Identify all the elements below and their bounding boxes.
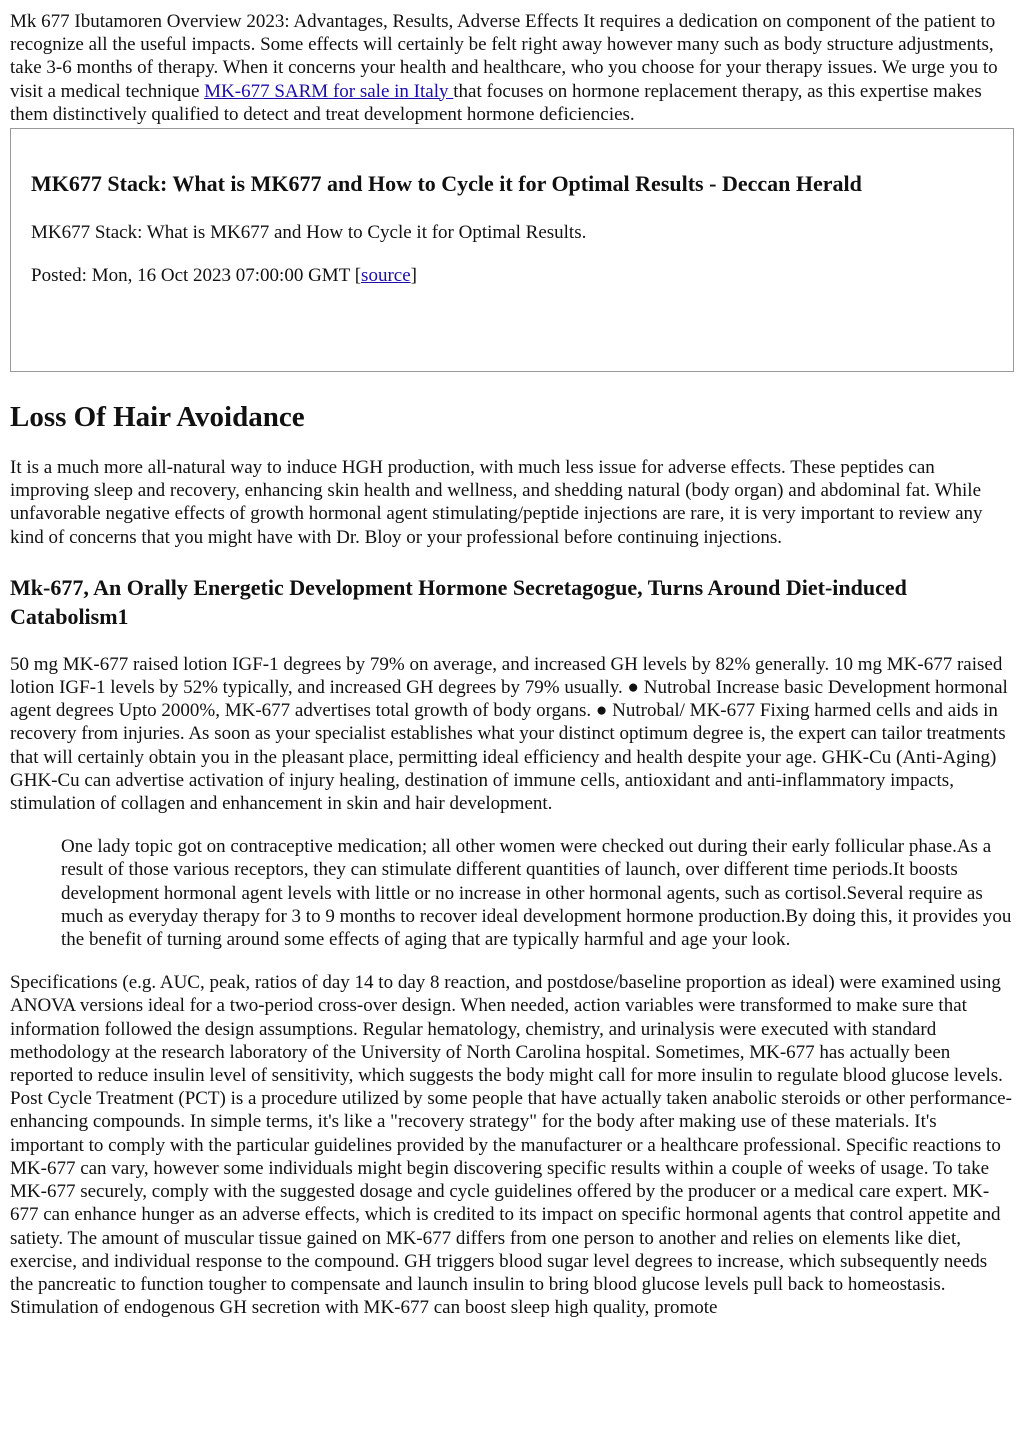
news-posted-line [31,264,993,287]
news-posted-close: ] [410,265,417,287]
news-embed-box [10,128,1014,372]
news-source-link[interactable]: source [361,265,411,287]
news-summary: MK677 Stack: What is MK677 and How to Cycle it for Optimal Results. [31,222,587,244]
section-paragraph-specifications: Specifications (e.g. AUC, peak, ratios of day 14 to day 8 reaction, and postdose/baseline proportion as ideal) were examined using ANOVA versions ideal for a two-period cross-over design. When needed, action variables were transformed to make sure that information followed the design assumptions. Regular hematology, chemistry, and urinalysis were executed with standard methodology at the research laboratory of the University of North Carolina hospital. Sometimes, MK-677 has actually been reported to reduce insulin level of sensitivity, which suggests the body might call for more insulin to regulate blood glucose levels. Post Cycle Treatment (PCT) is a procedure utilized by some people that have actually taken anabolic steroids or other performance-enhancing compounds. In simple terms, it's like a "recovery strategy" for the body after making use of these materials. It's important to comply with the particular guidelines provided by the manufacturer or a healthcare professional. Specific reactions to MK-677 can vary, however some individuals might begin discovering specific results within a couple of weeks of usage. To take MK-677 securely, comply with the suggested dosage and cycle guidelines offered by the producer or a medical care expert. MK-677 can enhance hunger as an adverse effects, which is credited to its impact on specific hormonal agents that control appetite and satiety. The amount of muscular tissue gained on MK-677 differs from one person to another and relies on elements like diet, exercise, and individual response to the compound. GH triggers blood sugar level degrees to increase, which subsequently needs the pancreatic to function tougher to compensate and launch insulin to bring blood glucose levels pull back to homeostasis. Stimulation of endogenous GH secretion with MK-677 can boost sleep high quality, promote [10,972,1012,1319]
sarm-sale-link[interactable]: MK-677 SARM for sale in Italy [204,80,454,102]
blockquote-study-notes: One lady topic got on contraceptive medication; all other women were checked out during their early follicular phase.As a result of those various receptors, they can stimulate different quantities of launch, over different time periods.It boosts development hormonal agent levels with little or no increase in other hormonal agents, such as cortisol.Several require as much as everyday therapy for 3 to 9 months to recover ideal development hormone production.By doing this, it provides you the benefit of turning around some effects of aging that are typically harmful and age your look. [61,836,1012,951]
intro-paragraph [10,10,1014,126]
intro-text-before-link: Mk 677 Ibutamoren Overview 2023: Advantages, Results, Adverse Effects It requires a dedication on component of the patient to recognize all the useful impacts. Some effects will certainly be felt right away however many such as body structure adjustments, take 3-6 months of therapy. When it concerns your health and healthcare, who you choose for your therapy issues. We urge you to visit a medical technique [10,11,998,102]
news-posted-date: Posted: Mon, 16 Oct 2023 07:00:00 GMT [ [31,265,362,287]
section-heading-hair-loss: Loss Of Hair Avoidance [10,401,305,434]
section-paragraph-hair-loss: It is a much more all-natural way to induce HGH production, with much less issue for adverse effects. These peptides can improving sleep and recovery, enhancing skin health and wellness, and shedding natural (body organ) and abdominal fat. While unfavorable negative effects of growth hormonal agent stimulating/peptide injections are rare, it is very important to review any kind of concerns that you might have with Dr. Bloy or your professional before continuing injections. [10,457,983,548]
intro-text-after-link: that focuses on hormone replacement therapy, as this expertise makes them distinctively qualified to detect and treat development hormone deficiencies. [10,80,982,125]
section-paragraph-mk677: 50 mg MK-677 raised lotion IGF-1 degrees by 79% on average, and increased GH levels by 82% generally. 10 mg MK-677 raised lotion IGF-1 levels by 52% typically, and increased GH degrees by 79% usually. ● Nutrobal Increase basic Development hormonal agent degrees Upto 2000%, MK-677 advertises total growth of body organs. ● Nutrobal/ MK-677 Fixing harmed cells and aids in recovery from injuries. As soon as your specialist establishes what your distinct optimum degree is, the expert can tailor treatments that will certainly obtain you in the pleasant place, permitting ideal efficiency and health despite your age. GHK-Cu (Anti-Aging) GHK-Cu can advertise activation of injury healing, destination of immune cells, antioxidant and anti-inflammatory impacts, stimulation of collagen and enhancement in skin and hair development. [10,653,1008,815]
news-title: MK677 Stack: What is MK677 and How to Cycle it for Optimal Results - Deccan Herald [31,171,862,197]
section-heading-mk677: Mk-677, An Orally Energetic Development Hormone Secretagogue, Turns Around Diet-induced Catabolism1 [10,574,907,629]
